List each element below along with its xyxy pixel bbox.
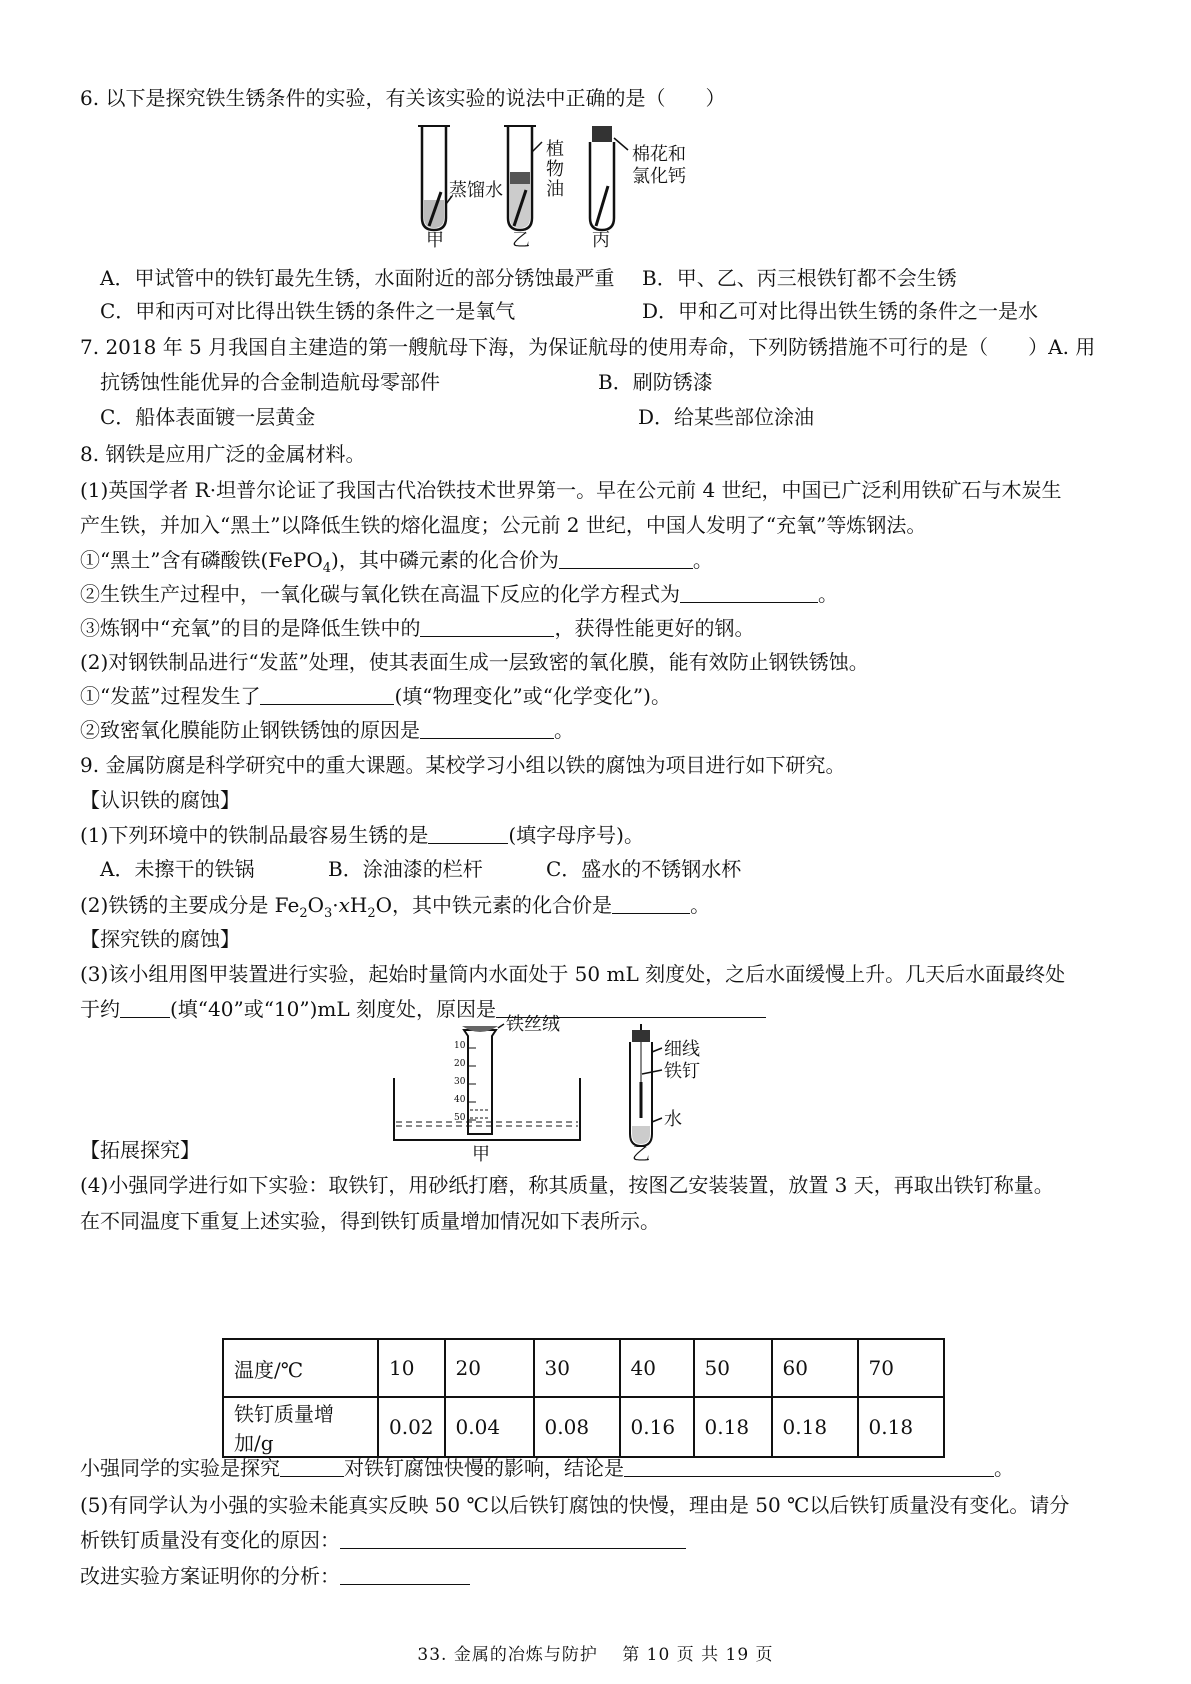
answer-blank[interactable] xyxy=(340,1564,470,1585)
table-cell: 0.04 xyxy=(445,1397,534,1457)
temperature-mass-table xyxy=(222,1338,945,1458)
q6-stem: 6. 以下是探究铁生锈条件的实验，有关该实验的说法中正确的是（ ） xyxy=(80,86,726,110)
tick-label-20: 20 xyxy=(454,1059,466,1069)
table-cell: 10 xyxy=(378,1339,445,1397)
q9-heading-1: 【认识铁的腐蚀】 xyxy=(80,788,240,812)
q7-option-d: D．给某些部位涂油 xyxy=(638,405,815,429)
table-cell: 50 xyxy=(694,1339,772,1397)
table-row xyxy=(223,1339,944,1397)
tick-label-50: 50 xyxy=(454,1113,466,1123)
q9-part5-line1: (5)有同学认为小强的实验未能真实反映 50 ℃以后铁钉腐蚀的快慢，理由是 50 ℃以后铁钉质量没有变化。请分 xyxy=(80,1493,1070,1517)
q8-sub3: ③炼钢中“充氧”的目的是降低生铁中的 ，获得性能更好的钢。 xyxy=(80,616,755,640)
label-distilled-water: 蒸馏水 xyxy=(449,180,503,201)
label-figure-b: 乙 xyxy=(632,1144,650,1165)
q9-part3-line1: (3)该小组用图甲装置进行实验，起始时量筒内水面处于 50 mL 刻度处，之后水面缓慢上升。几天后水面最终处 xyxy=(80,962,1066,986)
answer-blank[interactable] xyxy=(420,718,554,739)
table-cell: 30 xyxy=(534,1339,620,1397)
q6-option-a: A．甲试管中的铁钉最先生锈，水面附近的部分锈蚀最严重 xyxy=(100,266,615,290)
answer-blank[interactable] xyxy=(612,893,690,914)
page-footer: 33. 金属的冶炼与防护 第 10 页 共 19 页 xyxy=(417,1645,774,1665)
label-tube-c: 丙 xyxy=(592,230,610,251)
table-cell: 0.18 xyxy=(858,1397,944,1457)
q7-option-b: B．刷防锈漆 xyxy=(598,370,713,394)
label-nail: 铁钉 xyxy=(664,1061,700,1082)
answer-blank[interactable] xyxy=(340,1528,686,1549)
q8-part2-sub2: ②致密氧化膜能防止钢铁锈蚀的原因是 。 xyxy=(80,718,574,742)
q8-sub2: ②生铁生产过程中，一氧化碳与氧化铁在高温下反应的化学方程式为 。 xyxy=(80,582,838,606)
q6-option-d: D．甲和乙可对比得出铁生锈的条件之一是水 xyxy=(642,299,1039,323)
table-cell: 0.08 xyxy=(534,1397,620,1457)
label-vegetable-oil: 植物油 xyxy=(546,139,564,200)
table-header-temperature: 温度/℃ xyxy=(223,1339,378,1397)
q8-part2-sub1: ①“发蓝”过程发生了 (填“物理变化”或“化学变化”)。 xyxy=(80,684,671,708)
table-header-mass: 铁钉质量增加/g xyxy=(223,1397,378,1457)
label-iron-wool: 铁丝绒 xyxy=(506,1014,560,1035)
table-cell: 0.18 xyxy=(694,1397,772,1457)
q9-part1-option-b: B．涂油漆的栏杆 xyxy=(328,857,483,881)
answer-blank[interactable] xyxy=(559,548,693,569)
table-cell: 70 xyxy=(858,1339,944,1397)
q9-stem: 9. 金属防腐是科学研究中的重大课题。某校学习小组以铁的腐蚀为项目进行如下研究。 xyxy=(80,753,846,777)
q9-part5-line3: 改进实验方案证明你的分析： xyxy=(80,1562,470,1590)
table-cell: 20 xyxy=(445,1339,534,1397)
q8-part1-line2: 产生铁，并加入“黑土”以降低生铁的熔化温度；公元前 2 世纪，中国人发明了“充氧”等炼钢法。 xyxy=(80,513,927,537)
q8-stem: 8. 钢铁是应用广泛的金属材料。 xyxy=(80,442,366,466)
q6-option-c: C．甲和丙可对比得出铁生锈的条件之一是氧气 xyxy=(100,299,516,323)
answer-blank[interactable] xyxy=(260,684,394,705)
q9-part4-conclusion: 小强同学的实验是探究 对铁钉腐蚀快慢的影响，结论是 。 xyxy=(80,1456,1014,1480)
table-cell: 0.16 xyxy=(620,1397,694,1457)
q9-part4-line1: (4)小强同学进行如下实验：取铁钉，用砂纸打磨，称其质量，按图乙安装装置，放置 3 天，再取出铁钉称量。 xyxy=(80,1173,1054,1197)
answer-blank[interactable] xyxy=(428,823,508,844)
label-tube-a: 甲 xyxy=(426,230,444,251)
answer-blank[interactable] xyxy=(120,997,170,1018)
q9-part1: (1)下列环境中的铁制品最容易生锈的是 (填字母序号)。 xyxy=(80,823,644,847)
answer-blank[interactable] xyxy=(280,1456,344,1477)
label-water: 水 xyxy=(664,1109,682,1130)
label-figure-a: 甲 xyxy=(472,1144,490,1165)
answer-blank[interactable] xyxy=(680,582,818,603)
tick-label-10: 10 xyxy=(454,1041,466,1051)
q9-part3-line2: 于约 (填“40”或“10”)mL 刻度处，原因是 xyxy=(80,995,766,1023)
label-cotton-cacl2: 棉花和氯化钙 xyxy=(632,144,686,187)
cylinder-tick-marks xyxy=(468,1048,476,1120)
q9-heading-2: 【探究铁的腐蚀】 xyxy=(80,927,240,951)
label-thread: 细线 xyxy=(664,1039,700,1060)
table-row xyxy=(223,1397,944,1457)
q9-part1-option-a: A．未擦干的铁锅 xyxy=(100,857,255,881)
answer-blank[interactable] xyxy=(420,616,554,637)
q9-part2: (2)铁锈的主要成分是 $Fe_2O_3\cdot xH_2O$，其中铁元素的化合价是 。 xyxy=(80,893,711,921)
table-cell: 0.18 xyxy=(772,1397,858,1457)
q7-stem: 7. 2018 年 5 月我国自主建造的第一艘航母下海，为保证航母的使用寿命，下列防锈措施不可行的是（ ）A. 用 xyxy=(80,335,1096,359)
label-tube-b: 乙 xyxy=(512,230,530,251)
q6-option-b: B．甲、乙、丙三根铁钉都不会生锈 xyxy=(642,266,957,290)
answer-blank[interactable] xyxy=(624,1456,994,1477)
q9-part1-option-c: C．盛水的不锈钢水杯 xyxy=(546,857,742,881)
q8-part1-line1: (1)英国学者 R·坦普尔论证了我国古代冶铁技术世界第一。早在公元前 4 世纪，中国已广泛利用铁矿石与木炭生 xyxy=(80,478,1062,502)
q8-sub1: ①“黑土”含有磷酸铁(FePO$_4$)，其中磷元素的化合价为 。 xyxy=(80,548,713,576)
q8-part2: (2)对钢铁制品进行“发蓝”处理，使其表面生成一层致密的氧化膜，能有效防止钢铁锈蚀。 xyxy=(80,650,869,674)
q7-option-a: 抗锈蚀性能优异的合金制造航母零部件 xyxy=(100,370,440,394)
tick-label-30: 30 xyxy=(454,1077,466,1087)
q7-option-c: C．船体表面镀一层黄金 xyxy=(100,405,316,429)
table-cell: 40 xyxy=(620,1339,694,1397)
table-cell: 0.02 xyxy=(378,1397,445,1457)
q9-heading-3: 【拓展探究】 xyxy=(80,1138,200,1162)
q9-part5-line2: 析铁钉质量没有变化的原因： xyxy=(80,1526,686,1554)
tick-label-40: 40 xyxy=(454,1095,466,1105)
q9-part4-line2: 在不同温度下重复上述实验，得到铁钉质量增加情况如下表所示。 xyxy=(80,1209,660,1233)
table-cell: 60 xyxy=(772,1339,858,1397)
